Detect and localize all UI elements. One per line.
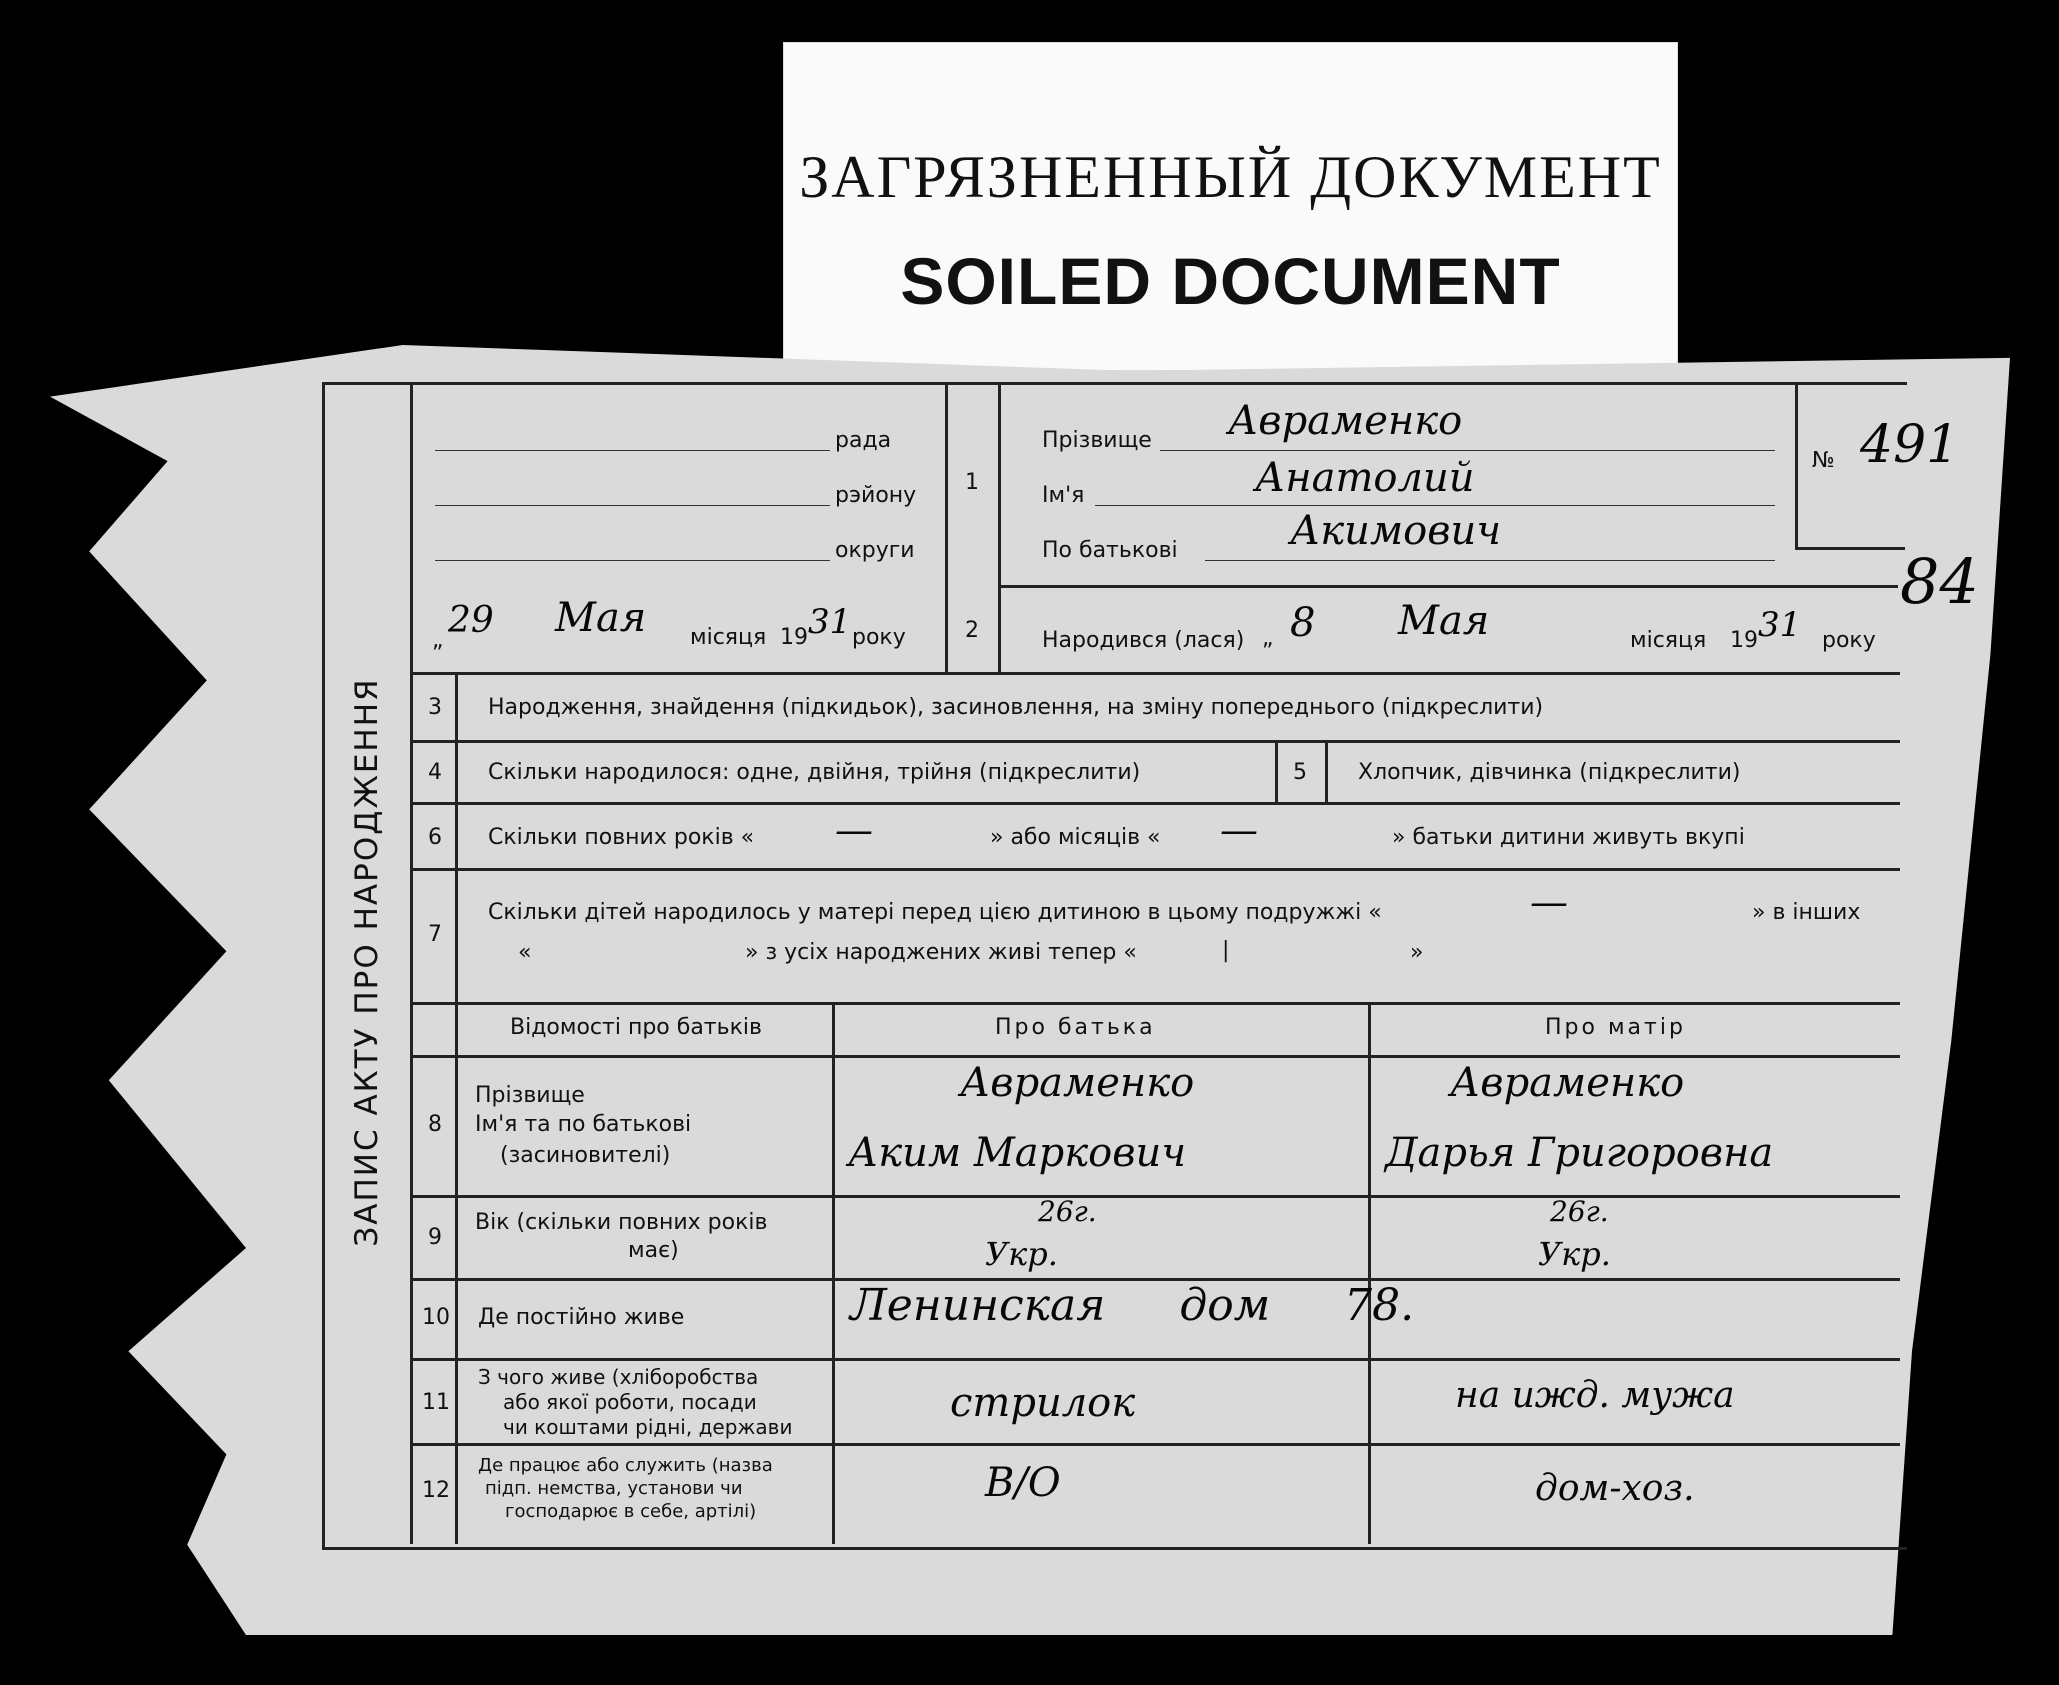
divider-row45b	[1325, 740, 1328, 802]
reg-year: 31	[808, 602, 852, 642]
side-title: ЗАПИС АКТУ ПРО НАРОДЖЕННЯ	[349, 677, 385, 1247]
okrug-label: округи	[835, 538, 915, 563]
record-number-label: №	[1812, 448, 1835, 473]
row8-label-1: Прізвище	[475, 1083, 585, 1108]
hline-after-row2	[410, 672, 1900, 675]
row10-label: Де постійно живе	[478, 1305, 685, 1330]
divider-col-mother	[1368, 1002, 1371, 1544]
row10-number: 10	[422, 1305, 450, 1330]
row7-children-dash: —	[1530, 880, 1568, 924]
name-label: Ім'я	[1042, 483, 1085, 508]
father-surname: Авраменко	[960, 1060, 1195, 1106]
mother-workplace: дом-хоз.	[1535, 1468, 1695, 1509]
hline-after-row45	[410, 802, 1900, 805]
reg-misyatsya: місяця	[690, 625, 767, 650]
hline-top-section	[998, 585, 1898, 588]
row12-label-1: Де працює або служить (назва	[478, 1455, 773, 1476]
header-father: Про батька	[995, 1015, 1156, 1040]
row11-number: 11	[422, 1390, 450, 1415]
mother-name: Дарья Григоровна	[1385, 1130, 1774, 1176]
row11-label-1: З чого живе (хліборобства	[478, 1365, 759, 1389]
hline-number-box	[1795, 547, 1905, 550]
surname-blank	[1160, 450, 1775, 451]
rada-blank	[435, 450, 830, 451]
hline-after-row6	[410, 868, 1900, 871]
born-quote: „	[1262, 626, 1274, 651]
row8-number: 8	[428, 1112, 442, 1137]
father-name: Аким Маркович	[848, 1130, 1187, 1176]
row6-part-c: » батьки дитини живуть вкупі	[1392, 825, 1745, 850]
margin-number: 84	[1900, 545, 1979, 618]
row11-label-2: або якої роботи, посади	[503, 1390, 757, 1414]
hline-after-header	[410, 1055, 1900, 1058]
hline-after-row7	[410, 1002, 1900, 1005]
reg-year-prefix: 19	[780, 625, 808, 650]
born-year: 31	[1758, 605, 1802, 645]
born-year-prefix: 19	[1730, 628, 1758, 653]
soiled-document-label	[783, 42, 1678, 371]
divider-top-mid	[945, 382, 948, 672]
row7-mark: |	[1222, 938, 1230, 963]
label-russian: ЗАГРЯЗНЕННЫЙ ДОКУМЕНТ	[799, 144, 1662, 210]
row7-number: 7	[428, 922, 442, 947]
father-nationality: Укр.	[985, 1235, 1058, 1273]
patronymic-label: По батькові	[1042, 538, 1178, 563]
divider-number-box	[1795, 382, 1798, 547]
row6-part-b: » або місяців «	[990, 825, 1161, 850]
surname-label: Прізвище	[1042, 428, 1152, 453]
rayon-label: рэйону	[835, 483, 917, 508]
mother-age: 26г.	[1550, 1195, 1609, 1228]
row4-number: 4	[428, 760, 442, 785]
row5-text: Хлопчик, дівчинка (підкреслити)	[1358, 760, 1741, 785]
child-name: Анатолий	[1255, 455, 1475, 501]
header-info: Відомості про батьків	[510, 1015, 762, 1040]
row7-part-c: «	[518, 940, 532, 965]
label-english: SOILED DOCUMENT	[900, 244, 1561, 318]
okrug-blank	[435, 560, 830, 561]
row12-label-2: підп. немства, установи чи	[485, 1478, 743, 1499]
born-month: Мая	[1398, 598, 1490, 644]
hline-after-row8	[410, 1195, 1900, 1198]
rada-label: рада	[835, 428, 892, 453]
row3-text: Народження, знайдення (підкидьок), засиновлення, на зміну попереднього (підкреслити)	[488, 695, 1544, 720]
row9-label-1: Вік (скільки повних років	[475, 1210, 768, 1235]
row7-part-a: Скільки дітей народилось у матері перед цією дитиною в цьому подружжі «	[488, 900, 1382, 925]
father-workplace: В/О	[985, 1460, 1061, 1506]
hline-after-row3	[410, 740, 1900, 743]
row1-number: 1	[965, 470, 979, 495]
row4-text: Скільки народилося: одне, двійня, трійня (підкреслити)	[488, 760, 1141, 785]
mother-nationality: Укр.	[1538, 1235, 1611, 1273]
hline-after-row10	[410, 1358, 1900, 1361]
row12-label-3: господарює в себе, артілі)	[505, 1501, 757, 1522]
divider-col-father	[832, 1002, 835, 1544]
row2-number: 2	[965, 618, 979, 643]
father-occupation: стрилок	[950, 1380, 1136, 1426]
quote-open: „	[432, 628, 444, 653]
born-misyatsya: місяця	[1630, 628, 1707, 653]
hline-after-row11	[410, 1443, 1900, 1446]
divider-side	[410, 382, 413, 1544]
row12-number: 12	[422, 1478, 450, 1503]
patronymic-blank	[1205, 560, 1775, 561]
row6-number: 6	[428, 825, 442, 850]
row7-part-d: » з усіх народжених живі тепер «	[745, 940, 1137, 965]
mother-surname: Авраменко	[1450, 1060, 1685, 1106]
row8-label-3: (засиновителі)	[500, 1143, 671, 1168]
row6-months-dash: —	[1220, 808, 1258, 852]
reg-day: 29	[448, 600, 494, 641]
row11-label-3: чи коштами рідні, держави	[503, 1415, 793, 1439]
record-number: 491	[1860, 415, 1960, 475]
row7-part-e: »	[1410, 940, 1424, 965]
row7-part-b: » в інших	[1752, 900, 1861, 925]
reg-roku: року	[852, 625, 906, 650]
born-label: Народився (лася)	[1042, 628, 1245, 653]
row6-years-dash: —	[835, 808, 873, 852]
name-blank	[1095, 505, 1775, 506]
child-patronymic: Акимович	[1290, 508, 1502, 554]
divider-top-mid2	[998, 382, 1001, 672]
child-surname: Авраменко	[1228, 398, 1463, 444]
born-roku: року	[1822, 628, 1876, 653]
reg-month: Мая	[555, 595, 647, 641]
row3-number: 3	[428, 695, 442, 720]
row6-part-a: Скільки повних років «	[488, 825, 755, 850]
father-age: 26г.	[1038, 1195, 1097, 1228]
address: Ленинская дом 78.	[850, 1280, 1415, 1331]
row9-label-2: має)	[628, 1238, 679, 1263]
header-mother: Про матір	[1545, 1015, 1686, 1040]
row5-number: 5	[1293, 760, 1307, 785]
divider-row45	[1275, 740, 1278, 802]
mother-occupation: на ижд. мужа	[1455, 1375, 1735, 1416]
born-day: 8	[1290, 600, 1316, 646]
row9-number: 9	[428, 1225, 442, 1250]
rayon-blank	[435, 505, 830, 506]
row8-label-2: Ім'я та по батькові	[475, 1112, 692, 1137]
